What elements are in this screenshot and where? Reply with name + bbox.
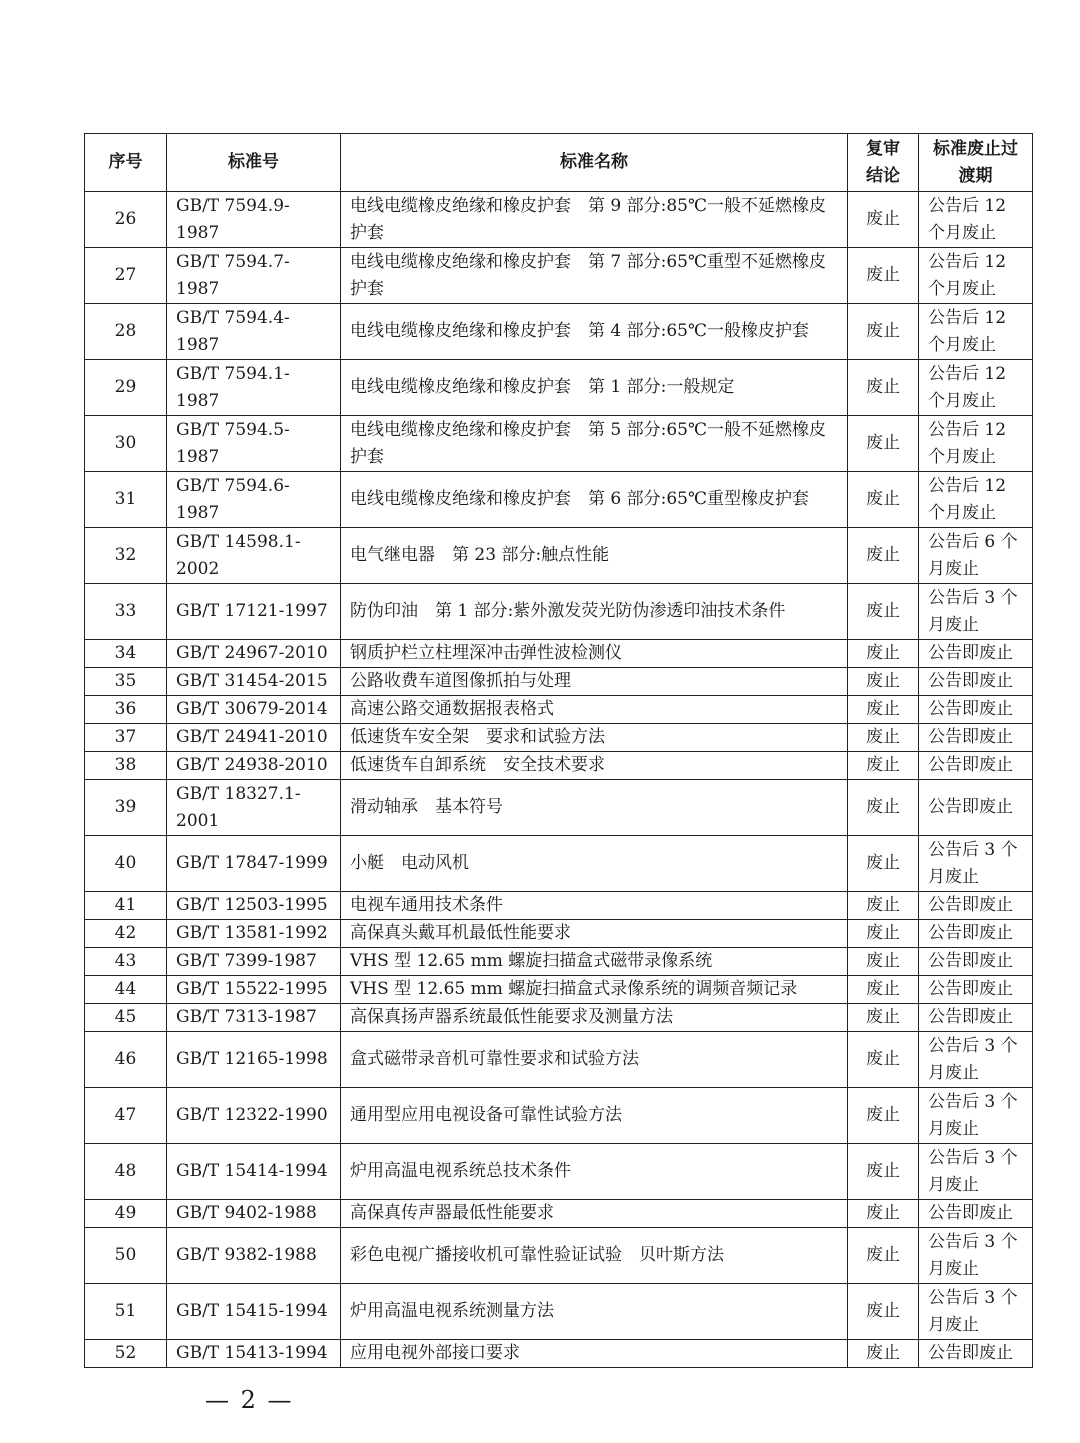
table-row (85, 472, 1033, 528)
cell-period: 公告后 12 个月废止 (919, 472, 1033, 528)
cell-name: 电线电缆橡皮绝缘和橡皮护套 第 7 部分:65℃重型不延燃橡皮护套 (341, 248, 848, 304)
cell-period: 公告后 6 个月废止 (919, 528, 1033, 584)
cell-name: 通用型应用电视设备可靠性试验方法 (341, 1088, 848, 1144)
cell-seq: 45 (85, 1004, 167, 1032)
cell-result: 废止 (848, 920, 919, 948)
cell-result: 废止 (848, 948, 919, 976)
cell-seq: 41 (85, 892, 167, 920)
cell-code: GB/T 24967-2010 (167, 640, 341, 668)
cell-period: 公告即废止 (919, 780, 1033, 836)
cell-seq: 29 (85, 360, 167, 416)
cell-result: 废止 (848, 360, 919, 416)
cell-code: GB/T 9402-1988 (167, 1200, 341, 1228)
cell-period: 公告即废止 (919, 1004, 1033, 1032)
cell-result: 废止 (848, 304, 919, 360)
cell-seq: 40 (85, 836, 167, 892)
cell-period: 公告即废止 (919, 668, 1033, 696)
cell-name: 低速货车安全架 要求和试验方法 (341, 724, 848, 752)
cell-period: 公告后 12 个月废止 (919, 416, 1033, 472)
cell-code: GB/T 15413-1994 (167, 1340, 341, 1368)
table-row (85, 780, 1033, 836)
cell-period: 公告后 3 个月废止 (919, 1284, 1033, 1340)
cell-seq: 27 (85, 248, 167, 304)
cell-code: GB/T 7594.1-1987 (167, 360, 341, 416)
cell-name: 低速货车自卸系统 安全技术要求 (341, 752, 848, 780)
cell-code: GB/T 12165-1998 (167, 1032, 341, 1088)
header-review-line2: 结论 (866, 165, 900, 186)
cell-name: 彩色电视广播接收机可靠性验证试验 贝叶斯方法 (341, 1228, 848, 1284)
cell-name: 高速公路交通数据报表格式 (341, 696, 848, 724)
cell-result: 废止 (848, 892, 919, 920)
cell-result: 废止 (848, 724, 919, 752)
cell-name: 电线电缆橡皮绝缘和橡皮护套 第 6 部分:65℃重型橡皮护套 (341, 472, 848, 528)
cell-code: GB/T 15414-1994 (167, 1144, 341, 1200)
cell-period: 公告后 12 个月废止 (919, 192, 1033, 248)
cell-code: GB/T 7594.4-1987 (167, 304, 341, 360)
cell-seq: 35 (85, 668, 167, 696)
cell-result: 废止 (848, 1032, 919, 1088)
table-row (85, 304, 1033, 360)
cell-seq: 37 (85, 724, 167, 752)
cell-period: 公告即废止 (919, 1340, 1033, 1368)
cell-name: 电线电缆橡皮绝缘和橡皮护套 第 1 部分:一般规定 (341, 360, 848, 416)
table-row (85, 668, 1033, 696)
table-row (85, 1144, 1033, 1200)
cell-result: 废止 (848, 780, 919, 836)
cell-seq: 36 (85, 696, 167, 724)
header-code: 标准号 (167, 134, 341, 192)
cell-period: 公告后 3 个月废止 (919, 836, 1033, 892)
cell-code: GB/T 17847-1999 (167, 836, 341, 892)
cell-period: 公告后 12 个月废止 (919, 248, 1033, 304)
cell-code: GB/T 30679-2014 (167, 696, 341, 724)
cell-result: 废止 (848, 1004, 919, 1032)
cell-period: 公告即废止 (919, 920, 1033, 948)
cell-seq: 43 (85, 948, 167, 976)
cell-name: 炉用高温电视系统总技术条件 (341, 1144, 848, 1200)
cell-result: 废止 (848, 1340, 919, 1368)
table-row (85, 976, 1033, 1004)
cell-period: 公告即废止 (919, 752, 1033, 780)
cell-name: 电线电缆橡皮绝缘和橡皮护套 第 9 部分:85℃一般不延燃橡皮护套 (341, 192, 848, 248)
cell-code: GB/T 15522-1995 (167, 976, 341, 1004)
cell-code: GB/T 24938-2010 (167, 752, 341, 780)
table-row (85, 1032, 1033, 1088)
cell-code: GB/T 31454-2015 (167, 668, 341, 696)
cell-seq: 39 (85, 780, 167, 836)
cell-result: 废止 (848, 640, 919, 668)
cell-seq: 52 (85, 1340, 167, 1368)
cell-seq: 30 (85, 416, 167, 472)
cell-result: 废止 (848, 976, 919, 1004)
table-row (85, 640, 1033, 668)
cell-period: 公告即废止 (919, 892, 1033, 920)
cell-result: 废止 (848, 584, 919, 640)
cell-seq: 42 (85, 920, 167, 948)
cell-name: VHS 型 12.65 mm 螺旋扫描盒式录像系统的调频音频记录 (341, 976, 848, 1004)
cell-result: 废止 (848, 416, 919, 472)
cell-period: 公告即废止 (919, 640, 1033, 668)
cell-code: GB/T 12322-1990 (167, 1088, 341, 1144)
cell-seq: 28 (85, 304, 167, 360)
cell-seq: 48 (85, 1144, 167, 1200)
table-header-row (85, 134, 1033, 192)
cell-period: 公告即废止 (919, 724, 1033, 752)
page-number: — 2 — (205, 1386, 294, 1414)
cell-period: 公告即废止 (919, 976, 1033, 1004)
table-row (85, 584, 1033, 640)
cell-result: 废止 (848, 248, 919, 304)
cell-seq: 38 (85, 752, 167, 780)
cell-name: 防伪印油 第 1 部分:紫外激发荧光防伪渗透印油技术条件 (341, 584, 848, 640)
cell-result: 废止 (848, 668, 919, 696)
header-review (848, 134, 919, 192)
cell-name: 高保真扬声器系统最低性能要求及测量方法 (341, 1004, 848, 1032)
cell-name: 小艇 电动风机 (341, 836, 848, 892)
cell-name: VHS 型 12.65 mm 螺旋扫描盒式磁带录像系统 (341, 948, 848, 976)
cell-name: 炉用高温电视系统测量方法 (341, 1284, 848, 1340)
cell-result: 废止 (848, 472, 919, 528)
table-row (85, 920, 1033, 948)
cell-seq: 32 (85, 528, 167, 584)
table-row (85, 1284, 1033, 1340)
cell-code: GB/T 9382-1988 (167, 1228, 341, 1284)
cell-name: 钢质护栏立柱埋深冲击弹性波检测仪 (341, 640, 848, 668)
table-row (85, 1004, 1033, 1032)
cell-code: GB/T 18327.1-2001 (167, 780, 341, 836)
cell-result: 废止 (848, 1228, 919, 1284)
cell-period: 公告即废止 (919, 1200, 1033, 1228)
table-row (85, 192, 1033, 248)
cell-period: 公告后 3 个月废止 (919, 584, 1033, 640)
cell-name: 电气继电器 第 23 部分:触点性能 (341, 528, 848, 584)
table-row (85, 752, 1033, 780)
cell-name: 滑动轴承 基本符号 (341, 780, 848, 836)
cell-period: 公告即废止 (919, 696, 1033, 724)
cell-result: 废止 (848, 752, 919, 780)
cell-result: 废止 (848, 1144, 919, 1200)
cell-name: 高保真头戴耳机最低性能要求 (341, 920, 848, 948)
cell-code: GB/T 13581-1992 (167, 920, 341, 948)
table-row (85, 1228, 1033, 1284)
header-review-line1: 复审 (866, 138, 900, 159)
table-row (85, 724, 1033, 752)
cell-seq: 50 (85, 1228, 167, 1284)
table-row (85, 948, 1033, 976)
cell-code: GB/T 15415-1994 (167, 1284, 341, 1340)
cell-code: GB/T 7313-1987 (167, 1004, 341, 1032)
cell-name: 电视车通用技术条件 (341, 892, 848, 920)
cell-period: 公告后 12 个月废止 (919, 360, 1033, 416)
cell-name: 高保真传声器最低性能要求 (341, 1200, 848, 1228)
cell-period: 公告后 3 个月废止 (919, 1228, 1033, 1284)
cell-seq: 34 (85, 640, 167, 668)
cell-result: 废止 (848, 836, 919, 892)
cell-seq: 31 (85, 472, 167, 528)
cell-name: 电线电缆橡皮绝缘和橡皮护套 第 5 部分:65℃一般不延燃橡皮护套 (341, 416, 848, 472)
table-row (85, 696, 1033, 724)
cell-name: 公路收费车道图像抓拍与处理 (341, 668, 848, 696)
cell-result: 废止 (848, 696, 919, 724)
cell-code: GB/T 7594.6-1987 (167, 472, 341, 528)
cell-code: GB/T 7594.9-1987 (167, 192, 341, 248)
table-row (85, 1340, 1033, 1368)
header-name: 标准名称 (341, 134, 848, 192)
table-row (85, 416, 1033, 472)
cell-code: GB/T 7594.7-1987 (167, 248, 341, 304)
header-period (919, 134, 1033, 192)
cell-seq: 33 (85, 584, 167, 640)
header-period-line2: 渡期 (958, 165, 993, 186)
cell-period: 公告后 3 个月废止 (919, 1144, 1033, 1200)
cell-seq: 46 (85, 1032, 167, 1088)
cell-seq: 49 (85, 1200, 167, 1228)
table-row (85, 1200, 1033, 1228)
cell-name: 盒式磁带录音机可靠性要求和试验方法 (341, 1032, 848, 1088)
table-row (85, 528, 1033, 584)
cell-seq: 26 (85, 192, 167, 248)
cell-period: 公告后 3 个月废止 (919, 1088, 1033, 1144)
cell-code: GB/T 7399-1987 (167, 948, 341, 976)
cell-result: 废止 (848, 1200, 919, 1228)
cell-code: GB/T 17121-1997 (167, 584, 341, 640)
cell-period: 公告后 12 个月废止 (919, 304, 1033, 360)
cell-seq: 47 (85, 1088, 167, 1144)
table-row (85, 360, 1033, 416)
cell-name: 电线电缆橡皮绝缘和橡皮护套 第 4 部分:65℃一般橡皮护套 (341, 304, 848, 360)
cell-seq: 44 (85, 976, 167, 1004)
table-row (85, 836, 1033, 892)
cell-result: 废止 (848, 528, 919, 584)
cell-code: GB/T 12503-1995 (167, 892, 341, 920)
cell-result: 废止 (848, 192, 919, 248)
cell-seq: 51 (85, 1284, 167, 1340)
cell-result: 废止 (848, 1284, 919, 1340)
cell-code: GB/T 14598.1-2002 (167, 528, 341, 584)
table-row (85, 248, 1033, 304)
cell-code: GB/T 24941-2010 (167, 724, 341, 752)
header-period-line1: 标准废止过 (933, 138, 1018, 159)
cell-result: 废止 (848, 1088, 919, 1144)
table-row (85, 1088, 1033, 1144)
cell-code: GB/T 7594.5-1987 (167, 416, 341, 472)
header-seq: 序号 (85, 134, 167, 192)
cell-name: 应用电视外部接口要求 (341, 1340, 848, 1368)
standards-table (84, 133, 1033, 1368)
table-row (85, 892, 1033, 920)
cell-period: 公告即废止 (919, 948, 1033, 976)
cell-period: 公告后 3 个月废止 (919, 1032, 1033, 1088)
